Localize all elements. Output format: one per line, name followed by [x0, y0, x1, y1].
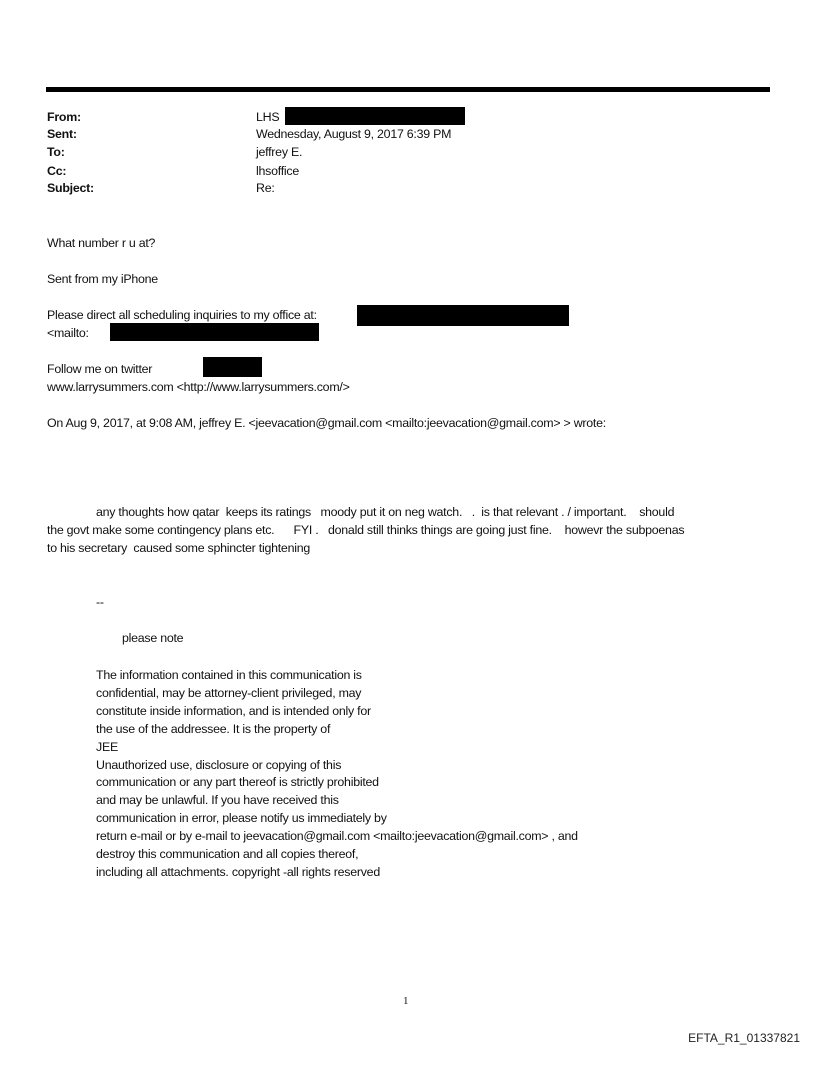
disclaimer-line: and may be unlawful. If you have received this: [96, 793, 339, 808]
disclaimer-line: Unauthorized use, disclosure or copying of this: [96, 757, 342, 772]
disclaimer-line: destroy this communication and all copies thereof,: [96, 847, 359, 861]
cc-label: Cc:: [47, 164, 67, 178]
sent-value: Wednesday, August 9, 2017 6:39 PM: [256, 127, 452, 141]
redaction: [357, 305, 569, 326]
redaction: [285, 107, 465, 125]
disclaimer-line: communication in error, please notify us immediately by: [96, 811, 387, 826]
redaction: [203, 357, 262, 377]
quoted-line: the govt make some contingency plans etc. FYI . donald still thinks things are going just fine. howevr the subpoenas: [47, 523, 685, 537]
from-value: LHS: [256, 110, 280, 124]
disclaimer-line: The information contained in this communication is: [96, 668, 362, 682]
please-note: please note: [122, 631, 184, 645]
body-line: Follow me on twitter: [47, 362, 153, 376]
sent-label: Sent:: [47, 127, 77, 141]
to-label: To:: [47, 145, 65, 159]
disclaimer-line: communication or any part thereof is strictly prohibited: [96, 775, 379, 790]
body-line: What number r u at?: [47, 236, 156, 250]
footer-id: EFTA_R1_01337821: [688, 1031, 800, 1045]
quoted-line: any thoughts how qatar keeps its ratings moody put it on neg watch. . is that relevant . / important. should: [96, 505, 675, 519]
body-line: Please direct all scheduling inquiries to my office at:: [47, 308, 317, 322]
page-number: 1: [403, 995, 409, 1007]
from-label: From:: [47, 110, 81, 124]
disclaimer-line: return e-mail or by e-mail to jeevacation@gmail.com <mailto:jeevacation@gmail.com> , and: [96, 829, 578, 844]
redaction: [110, 323, 319, 341]
disclaimer-line: including all attachments. copyright -all rights reserved: [96, 864, 380, 879]
body-line: Sent from my iPhone: [47, 272, 158, 286]
website-link[interactable]: www.larrysummers.com <http://www.larrysummers.com/>: [47, 380, 350, 394]
signature-dash: --: [96, 595, 104, 609]
subject-label: Subject:: [47, 181, 94, 195]
header-rule: [46, 87, 770, 92]
quoted-line: to his secretary caused some sphincter tightening: [47, 541, 310, 555]
disclaimer-line: JEE: [96, 739, 118, 754]
disclaimer-line: constitute inside information, and is intended only for: [96, 703, 371, 718]
body-line: <mailto:: [47, 326, 89, 340]
disclaimer-line: confidential, may be attorney-client privileged, may: [96, 685, 362, 700]
disclaimer-line: the use of the addressee. It is the property of: [96, 721, 331, 736]
cc-value: lhsoffice: [256, 164, 299, 178]
quote-header: On Aug 9, 2017, at 9:08 AM, jeffrey E. <jeevacation@gmail.com <mailto:jeevacation@gmail.com> > wrote:: [47, 416, 606, 430]
subject-value: Re:: [256, 181, 275, 195]
to-value: jeffrey E.: [256, 145, 303, 159]
